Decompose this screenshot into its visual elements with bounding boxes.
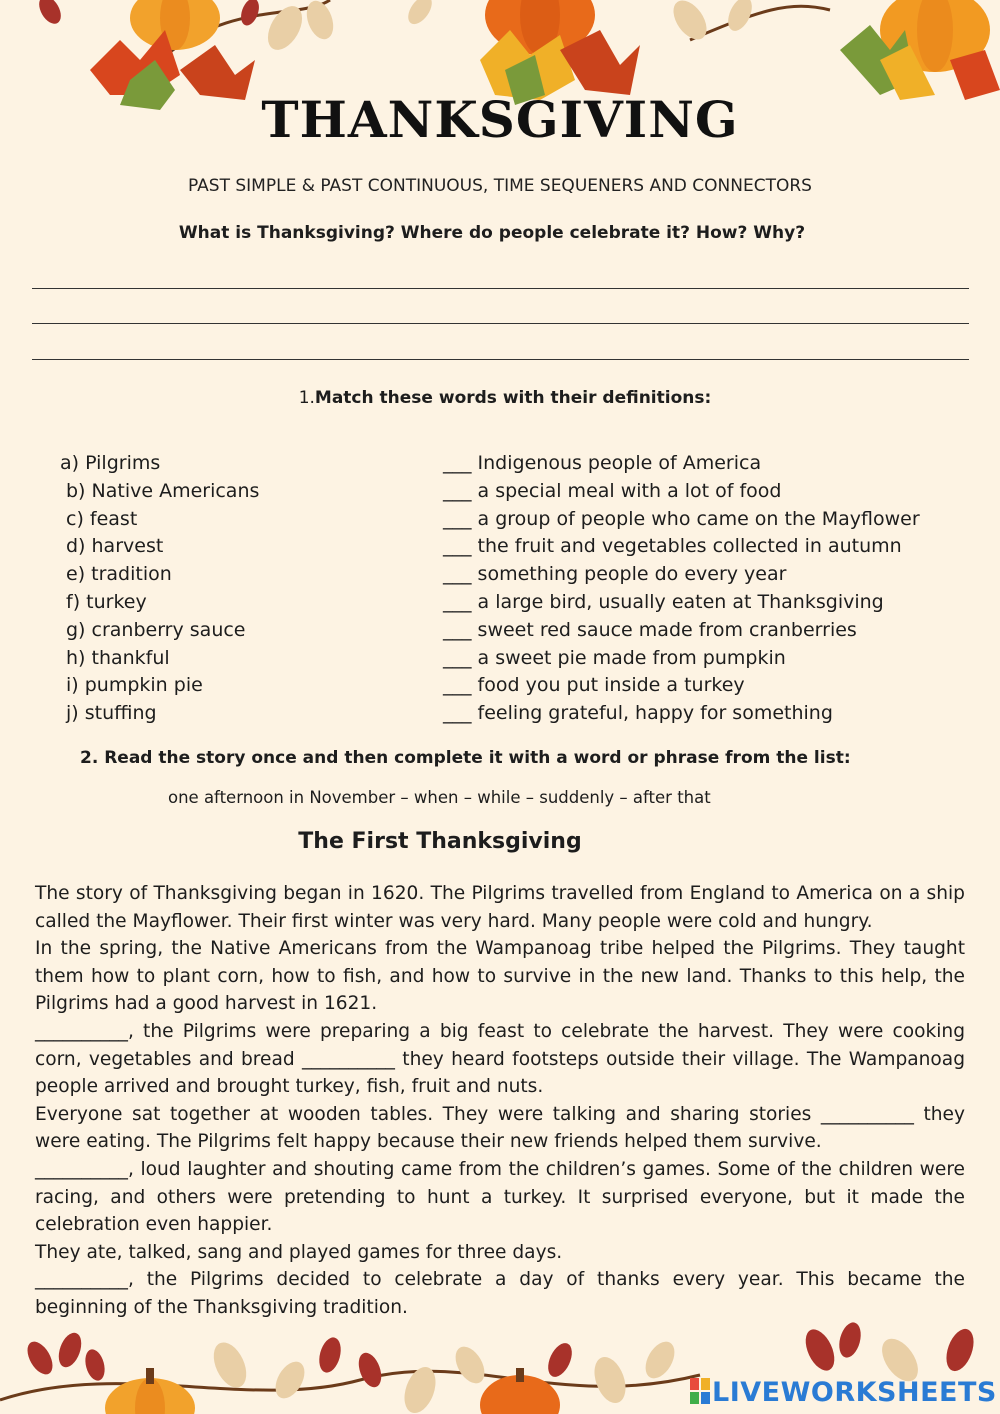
word-item: c) feast bbox=[66, 507, 138, 530]
section-2-instruction: 2. Read the story once and then complete it with a word or phrase from the list: bbox=[80, 748, 851, 768]
discussion-question: What is Thanksgiving? Where do people celebrate it? How? Why? bbox=[178, 223, 806, 243]
connector-word-list: one afternoon in November – when – while – suddenly – after that bbox=[168, 788, 711, 807]
definition-item[interactable]: ___ feeling grateful, happy for something bbox=[443, 702, 833, 725]
section-1-heading bbox=[0, 388, 1000, 408]
story-title: The First Thanksgiving bbox=[298, 829, 582, 854]
word-item: g) cranberry sauce bbox=[66, 618, 246, 641]
answer-line[interactable] bbox=[32, 323, 969, 324]
section-1-instruction: Match these words with their definitions: bbox=[314, 388, 712, 408]
answer-line[interactable] bbox=[32, 359, 969, 360]
definition-item[interactable]: ___ the fruit and vegetables collected in autumn bbox=[443, 535, 902, 558]
story-paragraph: They ate, talked, sang and played games for three days. bbox=[35, 1241, 563, 1263]
word-item: e) tradition bbox=[66, 563, 172, 586]
section-1-number: 1. bbox=[298, 388, 315, 408]
story-paragraph: In the spring, the Native Americans from the Wampanoag tribe helped the Pilgrims. They taught them how to plant corn, how to fish, and how to survive in the new land. Thanks to this help, the Pilgrims had a good harvest in 1621. bbox=[35, 938, 965, 1015]
definition-item[interactable]: ___ a large bird, usually eaten at Thanksgiving bbox=[443, 590, 884, 613]
definition-item[interactable]: ___ sweet red sauce made from cranberries bbox=[443, 618, 857, 641]
story-paragraph[interactable]: __________, the Pilgrims were preparing a big feast to celebrate the harvest. They were cooking corn, vegetables and bread __________ they heard footsteps outside their village. The Wampanoag people arrived and brought turkey, fish, fruit and nuts. bbox=[35, 1020, 965, 1098]
story-paragraph[interactable]: Everyone sat together at wooden tables. They were talking and sharing stories __________ they were eating. The Pilgrims felt happy because their new friends helped them survive. bbox=[35, 1103, 965, 1153]
worksheet-title: THANKSGIVING bbox=[261, 90, 739, 149]
word-item: i) pumpkin pie bbox=[66, 674, 203, 697]
liveworksheets-logo-text: LIVEWORKSHEETS bbox=[712, 1377, 997, 1408]
definition-item[interactable]: ___ a special meal with a lot of food bbox=[443, 479, 782, 502]
story-paragraph[interactable]: __________, the Pilgrims decided to celebrate a day of thanks every year. This became the beginning of the Thanksgiving tradition. bbox=[35, 1269, 965, 1318]
liveworksheets-logo[interactable] bbox=[690, 1377, 997, 1408]
definition-item[interactable]: ___ a group of people who came on the Mayflower bbox=[443, 507, 920, 530]
story-paragraph: The story of Thanksgiving began in 1620. The Pilgrims travelled from England to America on a ship called the Mayflower. Their first winter was very hard. Many people were cold and hungry. bbox=[35, 883, 965, 932]
word-item: b) Native Americans bbox=[66, 479, 260, 502]
definition-item[interactable]: ___ Indigenous people of America bbox=[443, 452, 762, 474]
story-paragraph[interactable]: __________, loud laughter and shouting came from the children’s games. Some of the children were racing, and others were pretending to hunt a turkey. It surprised everyone, but it made the celebration even happier. bbox=[35, 1158, 965, 1236]
definition-list-column bbox=[443, 450, 983, 728]
word-list-column bbox=[60, 450, 420, 728]
liveworksheets-logo-icon bbox=[690, 1378, 710, 1404]
word-item: h) thankful bbox=[66, 646, 170, 669]
definition-item[interactable]: ___ something people do every year bbox=[443, 563, 787, 586]
worksheet-subtitle: PAST SIMPLE & PAST CONTINUOUS, TIME SEQUENERS AND CONNECTORS bbox=[188, 176, 812, 196]
word-item: d) harvest bbox=[66, 535, 164, 558]
definition-item[interactable]: ___ food you put inside a turkey bbox=[443, 674, 745, 697]
word-item: j) stuffing bbox=[66, 702, 157, 725]
word-item: a) Pilgrims bbox=[60, 452, 161, 474]
story-text bbox=[35, 880, 965, 1322]
word-item: f) turkey bbox=[66, 590, 147, 613]
answer-line[interactable] bbox=[32, 288, 969, 289]
definition-item[interactable]: ___ a sweet pie made from pumpkin bbox=[443, 646, 786, 669]
